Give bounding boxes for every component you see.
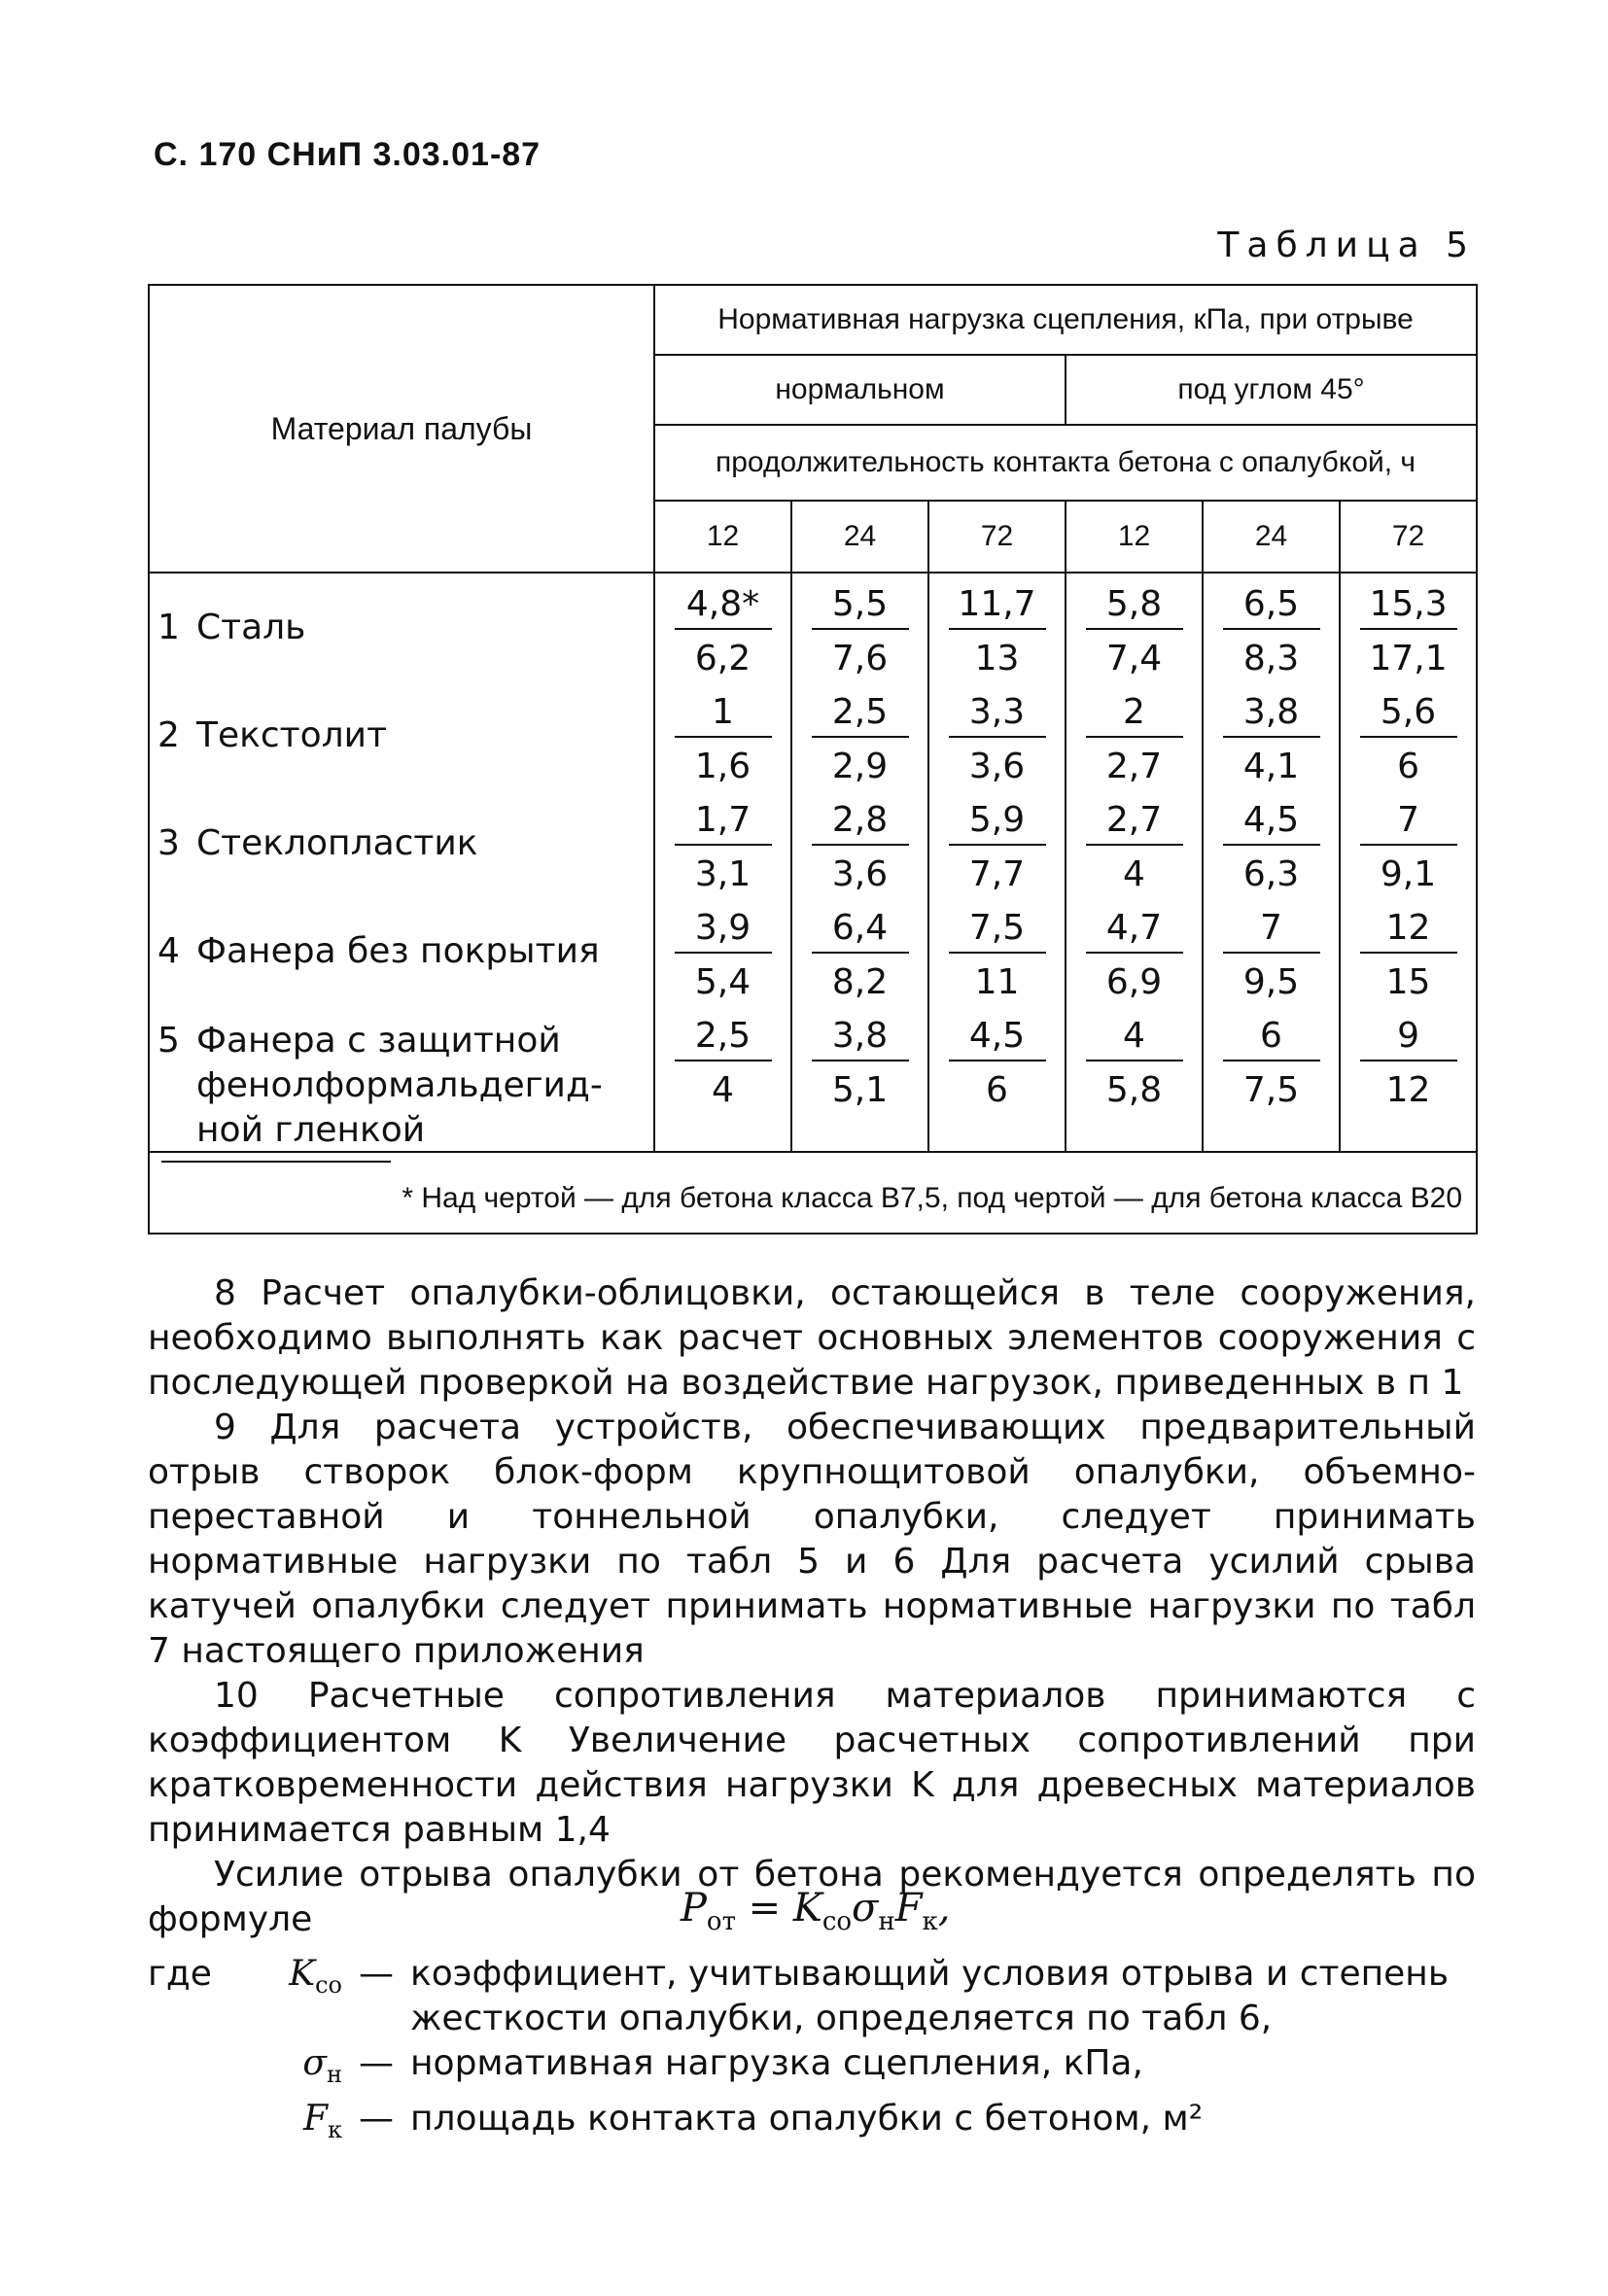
value-fraction [1341,789,1476,897]
material-column [149,573,654,1152]
definitions [148,1952,1476,2152]
value-fraction [655,574,790,681]
value-b75: 5,9 [949,799,1046,846]
value-b75: 7 [1223,907,1320,954]
footnote: * Над чертой — для бетона класса В7,5, под чертой — для бетона класса В20 [402,1182,1463,1214]
value-b75: 2 [1086,691,1183,738]
material-row [150,897,653,1005]
value-b75: 2,5 [812,691,909,738]
table-caption: Таблица 5 [1217,226,1476,265]
value-fraction [792,574,927,681]
definition-dash: — [359,2043,394,2083]
value-b75: 3,3 [949,691,1046,738]
value-b75: 5,6 [1360,691,1457,738]
footnote-rule [161,1161,391,1163]
value-b20: 12 [1385,1070,1431,1110]
value-fraction [655,681,790,789]
definition-symbol-main: K [289,1954,316,1994]
value-b20: 4,1 [1242,747,1300,786]
value-b20: 8,3 [1242,639,1300,678]
value-b75: 4,7 [1086,907,1183,954]
value-b75: 4,8* [675,583,772,630]
definition-row [148,2097,1476,2152]
column-header: 72 [928,501,1066,573]
value-b75: 4 [1086,1015,1183,1061]
column-header: 24 [1203,501,1340,573]
value-b20: 3,6 [831,854,889,894]
value-fraction [929,1005,1065,1151]
footnote-cell [149,1152,1477,1234]
value-b20: 3,1 [694,854,752,894]
material-header: Материал палубы [149,285,654,573]
definition-symbol-sub: н [327,2061,342,2089]
value-fraction [929,574,1065,681]
material-row [150,1005,653,1151]
definition-symbol-sub: со [315,1971,342,2000]
material-number: 3 [157,823,180,863]
definition-symbol-main: σ [302,2043,327,2083]
definition-lead [148,2041,240,2097]
formula-f: F [894,1886,923,1931]
formula-tail: , [937,1886,951,1931]
value-b20: 6 [986,1070,1008,1110]
material-number: 5 [157,1021,180,1061]
definition-lead: где [148,1954,212,1994]
value-b20: 9,1 [1380,854,1437,894]
value-b20: 5,1 [831,1070,889,1110]
value-fraction [1204,574,1339,681]
definition-symbol-sub: к [328,2116,342,2144]
value-b75: 6,4 [812,907,909,954]
load-header: Нормативная нагрузка сцепления, кПа, при отрыве [654,285,1477,355]
formula-f-sub: к [922,1907,938,1936]
material-row [150,789,653,897]
value-fraction [929,789,1065,897]
page-header: С. 170 СНиП 3.03.01-87 [154,136,542,173]
value-fraction [1341,574,1476,681]
material-row [150,681,653,789]
value-fraction [929,681,1065,789]
value-fraction [929,897,1065,1005]
value-fraction [1341,1005,1476,1151]
value-fraction [1066,897,1202,1005]
value-b20: 15 [1385,962,1431,1002]
formula [681,1886,950,1936]
formula-sigma-sub: н [878,1907,895,1936]
value-b75: 5,5 [812,583,909,630]
value-b20: 7,5 [1242,1070,1300,1110]
definition-dash: — [359,1954,394,1994]
value-column [654,573,791,1152]
value-column [928,573,1066,1152]
value-b20: 7,6 [831,639,889,678]
value-fraction [1341,681,1476,789]
definition-text: площадь контакта опалубки с бетоном, м² [410,2099,1204,2139]
load-table [148,284,1478,1235]
normal-header: нормальном [654,355,1066,425]
value-b20: 11 [974,962,1020,1002]
value-b20: 13 [974,639,1020,678]
definition-row [148,2041,1476,2097]
value-fraction [1204,897,1339,1005]
formula-eq: = [735,1886,793,1931]
value-fraction [1204,789,1339,897]
paragraph: Усилие отрыва опалубки от бетона рекомендуется определять по формуле [148,1855,1476,1939]
value-fraction [1066,1005,1202,1151]
value-fraction [792,1005,927,1151]
formula-k-sub: со [821,1907,853,1936]
value-b20: 2,7 [1105,747,1163,786]
value-fraction [1066,789,1202,897]
definition-symbol [240,2097,342,2152]
formula-lhs: P [681,1886,707,1931]
material-row [150,574,653,681]
value-fraction [1066,681,1202,789]
value-fraction [655,897,790,1005]
value-b20: 17,1 [1369,639,1448,678]
angle-header: под углом 45° [1066,355,1477,425]
material-number: 2 [157,715,180,755]
value-b75: 6,5 [1223,583,1320,630]
value-b75: 15,3 [1360,583,1457,630]
value-b75: 6 [1223,1015,1320,1061]
value-b75: 1 [675,691,772,738]
value-b20: 6,9 [1105,962,1163,1002]
value-fraction [655,789,790,897]
definition-row [148,1952,1476,2041]
material-number: 4 [157,931,180,971]
value-b20: 9,5 [1242,962,1300,1002]
value-b75: 2,5 [675,1015,772,1061]
value-fraction [792,897,927,1005]
value-b75: 3,8 [1223,691,1320,738]
value-b75: 7 [1360,799,1457,846]
value-b75: 3,8 [812,1015,909,1061]
value-fraction [1204,681,1339,789]
material-name: Текстолит [196,715,388,755]
value-column [1203,573,1340,1152]
value-b20: 1,6 [694,747,752,786]
formula-k: K [792,1886,822,1931]
value-fraction [655,1005,790,1151]
paragraph: 9 Для расчета устройств, обеспечивающих предварительный отрыв створок блок-форм крупнощитовой опалубки, объемно-переставной и тоннельной опалубки, следует принимать нормативные нагрузки по табл 5 и 6 Для расчета усилий срыва катучей опалубки следует принимать нормативные нагрузки по табл 7 настоящего приложения [148,1408,1476,1671]
column-header: 24 [791,501,928,573]
value-b20: 5,4 [694,962,752,1002]
definition-text: коэффициент, учитывающий условия отрыва и степень жесткости опалубки, определяется по табл 6, [410,1954,1450,2038]
definition-symbol [240,1952,342,2041]
value-fraction [792,681,927,789]
value-b75: 7,5 [949,907,1046,954]
value-fraction [1066,574,1202,681]
material-name: Стеклопластик [196,823,478,863]
value-b20: 4 [712,1070,734,1110]
value-b75: 4,5 [949,1015,1046,1061]
column-header: 12 [1066,501,1203,573]
duration-header: продолжительность контакта бетона с опалубкой, ч [654,425,1477,501]
column-header: 12 [654,501,791,573]
value-b75: 3,9 [675,907,772,954]
material-number: 1 [157,608,180,647]
value-b75: 2,7 [1086,799,1183,846]
definition-symbol [240,2041,342,2097]
formula-lhs-sub: от [706,1907,736,1936]
value-fraction [1204,1005,1339,1151]
value-b75: 9 [1360,1015,1457,1061]
value-b20: 4 [1123,854,1145,894]
definition-dash: — [359,2099,394,2139]
value-column [1340,573,1477,1152]
value-b75: 4,5 [1223,799,1320,846]
value-b75: 5,8 [1086,583,1183,630]
material-name: Сталь [196,608,306,647]
value-b20: 2,9 [831,747,889,786]
value-b75: 2,8 [812,799,909,846]
definition-symbol-main: F [303,2099,328,2139]
value-fraction [1341,897,1476,1005]
value-b75: 12 [1360,907,1457,954]
body-text [148,1271,1476,1942]
value-b20: 7,7 [968,854,1026,894]
material-name: Фанера без покрытия [196,931,600,971]
paragraph: 10 Расчетные сопротивления материалов принимаются с коэффициентом K Увеличение расчетных сопротивлений при кратковременности действия нагрузки K для древесных материалов принимается равным 1,4 [148,1676,1476,1850]
value-b20: 7,4 [1105,639,1163,678]
value-fraction [792,789,927,897]
value-b20: 5,8 [1105,1070,1163,1110]
material-name: Фанера с защитной фенолформальдегид-ной гленкой [196,1021,603,1150]
formula-sigma: σ [852,1886,879,1931]
value-b20: 6,2 [694,639,752,678]
column-header: 72 [1340,501,1477,573]
value-column [1066,573,1203,1152]
value-b75: 1,7 [675,799,772,846]
value-b20: 6 [1397,747,1419,786]
definition-text: нормативная нагрузка сцепления, кПа, [410,2043,1143,2083]
value-column [791,573,928,1152]
paragraph: 8 Расчет опалубки-облицовки, остающейся в теле сооружения, необходимо выполнять как расчет основных элементов сооружения с последующей проверкой на воздействие нагрузок, приведенных в п 1 [148,1273,1476,1403]
value-b20: 8,2 [831,962,889,1002]
value-b75: 11,7 [949,583,1046,630]
definition-lead [148,2097,240,2152]
value-b20: 6,3 [1242,854,1300,894]
value-b20: 3,6 [968,747,1026,786]
